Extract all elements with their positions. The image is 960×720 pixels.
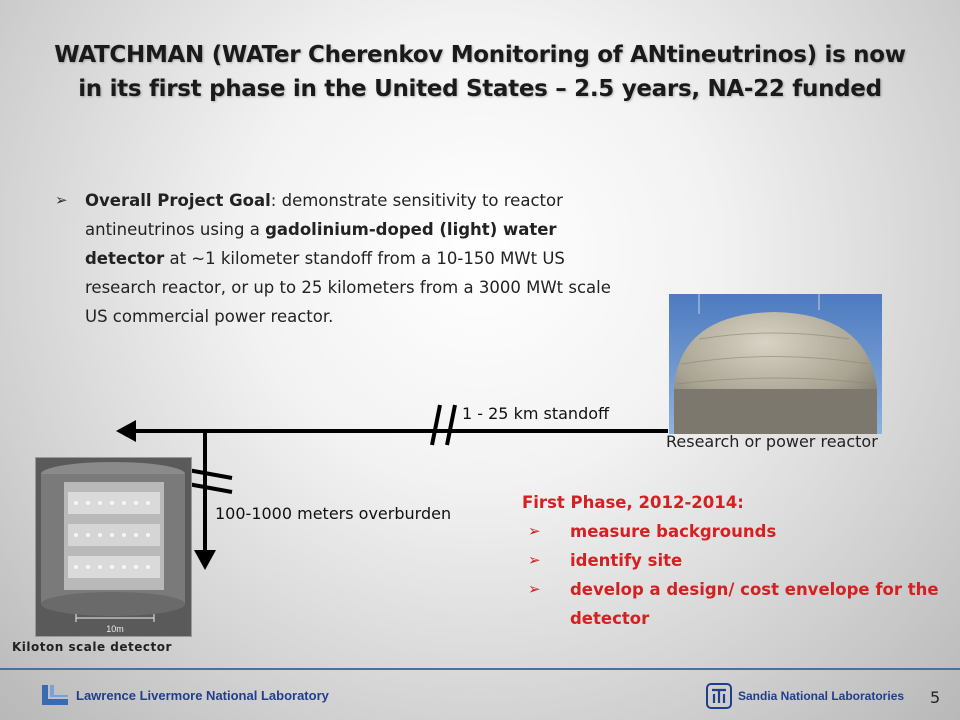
phase-item: ➢ develop a design/ cost envelope for the detector [522, 575, 942, 633]
detector-image [35, 457, 192, 637]
arrow-bullet-icon: ➢ [528, 551, 541, 569]
phase-list [522, 517, 942, 633]
sandia-thunderbird-icon [706, 683, 732, 709]
arrow-bullet-icon: ➢ [528, 522, 541, 540]
arrow-bullet-icon: ➢ [528, 580, 541, 598]
overburden-arrow [194, 431, 216, 570]
phase-item: ➢ identify site [522, 546, 942, 575]
phase-item: ➢ measure backgrounds [522, 517, 942, 546]
goal-lead: Overall Project Goal [85, 191, 271, 210]
sandia-name: Sandia National Laboratories [738, 689, 905, 703]
standoff-label: 1 - 25 km standoff [462, 404, 610, 423]
sandia-logo [706, 683, 904, 709]
llnl-name: Lawrence Livermore National Laboratory [76, 687, 329, 703]
arrow-bullet-icon: ➢ [55, 191, 68, 209]
reactor-label: Research or power reactor [666, 432, 878, 451]
detector-label: Kiloton scale detector [12, 640, 172, 654]
page-number: 5 [930, 688, 941, 707]
standoff-break-icon [432, 405, 455, 445]
llnl-logo-icon [40, 683, 70, 707]
first-phase-box [522, 488, 942, 633]
overburden-break-icon [188, 470, 232, 492]
slide-title: WATCHMAN (WATer Cherenkov Monitoring of ANtineutrinos) is now in its first phase in the United States – 2.5 years, NA-22 funded [54, 42, 906, 102]
standoff-arrow [116, 420, 668, 442]
goal-text: Overall Project Goal: demonstrate sensitivity to reactor antineutrinos using a gadolinium-doped (light) water detector at ~1 kilometer standoff from a 10-150 MWt US research reactor, or up to 25 kilometers from a 3000 MWt scale US commercial power reactor. [85, 191, 611, 326]
overburden-label: 100-1000 meters overburden [215, 504, 452, 523]
detector-scale-label: 10m [106, 624, 124, 634]
footer-divider [0, 668, 960, 670]
phase-heading: First Phase, 2012-2014: [522, 493, 744, 512]
llnl-logo [40, 682, 329, 708]
